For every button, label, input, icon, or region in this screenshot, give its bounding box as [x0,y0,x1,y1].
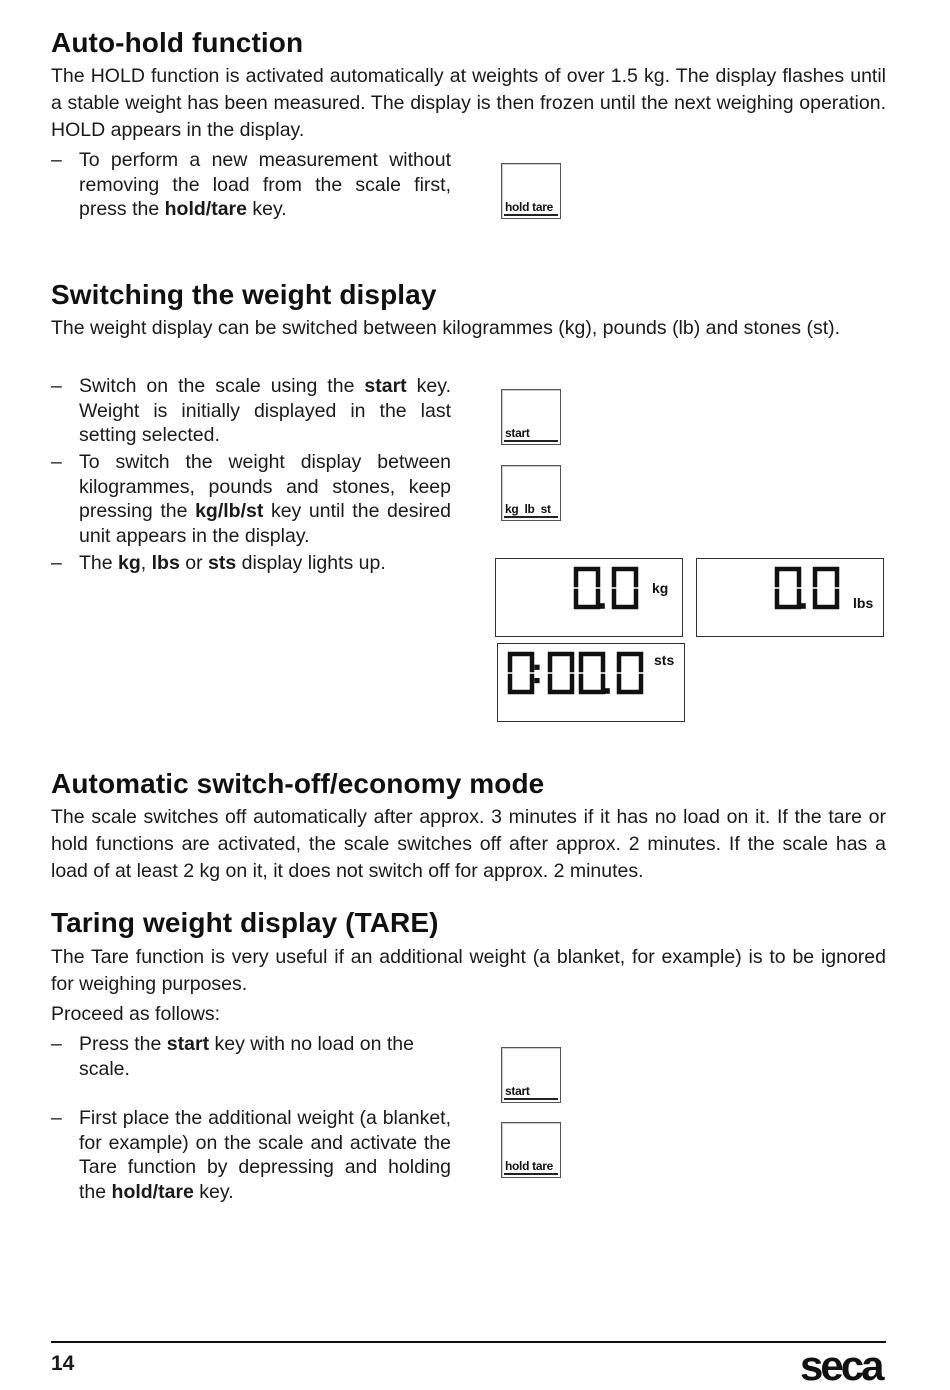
heading-switching-weight-display: Switching the weight display [51,279,437,310]
list-item: – First place the additional weight (a blanket, for example) on the scale and activate the Tare function by depressing and holding the hold/tare key. [51,1107,451,1203]
auto-hold-paragraph: The HOLD function is activated automatically at weights of over 1.5 kg. The display flashes until a stable weight has been measured. The display is then frozen until the next weighing operation. HOLD appears in the display. [51,65,886,141]
lcd-display-sts [497,643,685,722]
start-key-icon: start [501,389,561,445]
lcd-digits-kg [496,559,682,636]
hold-tare-key-icon: hold tare [501,1122,561,1178]
list-item: – The kg, lbs or sts display lights up. [51,552,386,574]
seca-logo: seca [800,1342,882,1389]
hold-tare-key-icon: hold tare [501,163,561,219]
economy-paragraph: The scale switches off automatically after approx. 3 minutes if it has no load on it. If the tare or hold functions are activated, the scale switches off after approx. 2 minutes. If the scale has a load of at least 2 kg on it, it does not switch off for approx. 2 minutes. [51,806,886,882]
list-item: – To perform a new measurement without removing the load from the scale first, press the hold/tare key. [51,149,451,220]
taring-paragraph: The Tare function is very useful if an additional weight (a blanket, for example) is to be ignored for weighing purposes. [51,946,886,995]
heading-economy-mode: Automatic switch-off/economy mode [51,768,545,799]
lcd-unit-kg: kg [652,580,669,596]
heading-auto-hold: Auto-hold function [51,27,304,58]
kg-lb-st-key-icon: kg lb st [501,465,561,521]
proceed-paragraph: Proceed as follows: [51,1003,221,1025]
lcd-colon-dot [534,665,539,670]
heading-taring: Taring weight display (TARE) [51,907,439,938]
footer-rule [51,1341,886,1343]
lcd-unit-lbs: lbs [853,595,874,611]
list-item: – Switch on the scale using the start key. Weight is initially displayed in the last setting selected. [51,375,451,446]
list-dash: – [51,149,62,171]
lcd-colon-dot [534,678,539,683]
lcd-display-lbs [696,558,884,637]
list-item: – Press the start key with no load on the scale. [51,1033,414,1080]
page-number: 14 [51,1352,75,1375]
start-key-icon: start [501,1047,561,1103]
switching-paragraph: The weight display can be switched between kilogrammes (kg), pounds (lb) and stones (st). [51,317,841,339]
lcd-unit-sts: sts [654,652,675,668]
list-item: – To switch the weight display between kilogrammes, pounds and stones, keep pressing the kg/lb/st key until the desired unit appears in the display. [51,451,451,547]
lcd-display-kg [495,558,683,637]
